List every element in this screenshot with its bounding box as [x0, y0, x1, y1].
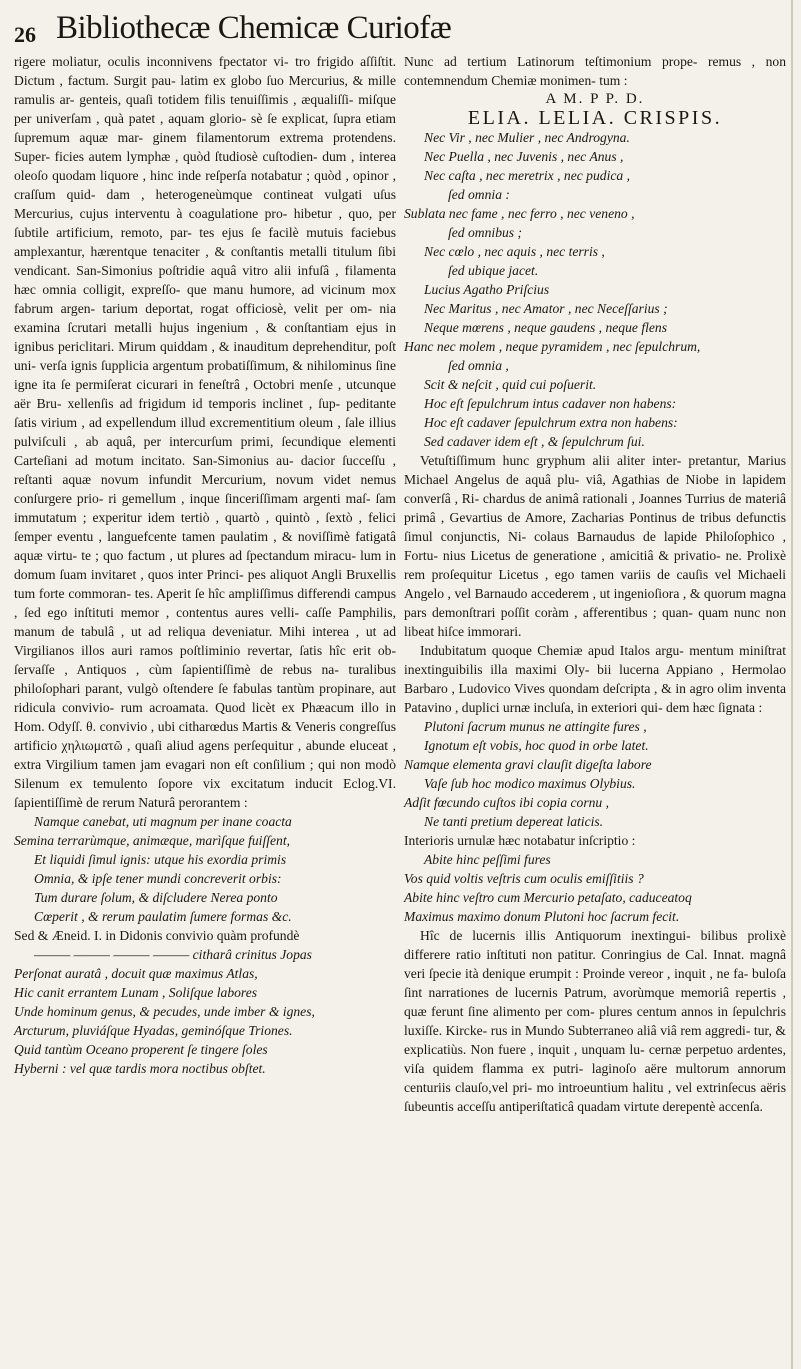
aeneid-verse [14, 945, 396, 1078]
verse-line: Vos quid voltis veſtris cum oculis emiſſitiis ? [404, 871, 644, 886]
verse-line: Tum durare ſolum, & diſcludere Nerea ponto [34, 890, 278, 905]
verse-line: Hoc eſt cadaver ſepulchrum extra non habens: [424, 415, 678, 430]
verse-line: Scit & neſcit , quid cui poſuerit. [424, 377, 597, 392]
verse-line: ——— ——— ——— ——— citharâ crinitus Jopas [34, 947, 312, 962]
verse-line: Nec Maritus , nec Amator , nec Neceſſarius ; [424, 301, 668, 316]
page-edge [791, 0, 793, 1369]
verse-line: Ne tanti pretium depereat laticis. [424, 814, 604, 829]
inscription-verse [404, 128, 786, 451]
verse-line: Adſit fœcundo cuſtos ibi copia cornu , [404, 795, 610, 810]
verse-line: Nec caſta , nec meretrix , nec pudica , [424, 168, 630, 183]
verse-line: Unde hominum genus, & pecudes, unde imber & ignes, [14, 1004, 315, 1019]
verse-line: Semina terrarùmque, animæque, marìſque fuiſſent, [14, 833, 291, 848]
verse-line: Hic canit errantem Lunam , Soliſque labores [14, 985, 258, 1000]
eclogue-verse [14, 812, 396, 926]
right-paragraph-4: Interioris urnulæ hæc notabatur inſcriptio : [404, 833, 636, 848]
left-column [14, 52, 396, 1078]
right-paragraph-3: Indubitatum quoque Chemiæ apud Italos argu- mentum miniſtrat inextinguibilis illa maximi Oly- bii lucerna Appiano , Hermolao Barbaro , Ludovico Vives quondam deſcripta , & in agro olim inventa Patavino , duplici urnæ incluſa, in exteriori qui- dem hæc ſignata : [404, 643, 786, 715]
verse-line: Hanc nec molem , neque pyramidem , nec ſepulchrum, [404, 339, 701, 354]
inner-urn-verse [404, 850, 786, 926]
verse-line: Sed cadaver idem eſt , & ſepulchrum ſui. [424, 434, 645, 449]
verse-line: Maximus maximo donum Plutoni hoc ſacrum fecit. [404, 909, 680, 924]
right-paragraph-1: Nunc ad tertium Latinorum teſtimonium prope- remus , non contemnendum Chemiæ monimen- tum : [404, 54, 786, 88]
verse-line: Nec Puella , nec Juvenis , nec Anus , [424, 149, 624, 164]
lamp-verse [404, 717, 786, 831]
running-title: Bibliothecæ Chemicæ Curiofæ [56, 10, 452, 46]
verse-line: Hoc eſt ſepulchrum intus cadaver non habens: [424, 396, 677, 411]
verse-line: Ignotum eſt vobis, hoc quod in orbe latet. [424, 738, 649, 753]
verse-line: Nec Vir , nec Mulier , nec Androgyna. [424, 130, 630, 145]
verse-line: Vaſe ſub hoc modico maximus Olybius. [424, 776, 636, 791]
right-paragraph-5: Hîc de lucernis illis Antiquorum inextingui- bilibus prolixè differere ratio inſtituti non patitur. Conringius de Cal. Innat. magnâ veri ſpecie ità denique erumpit : Proinde vereor , inquit , ne fa- buloſa ſint narrationes de lucernis Patrum, avorùmque memoriâ repertis , quæ ferunt ſine alimento per com- plures centum annos in ſepulchris luxiſſe. Kircke- rus in Mundo Subterraneo aliâ viâ rem aggredi- tur, & explicatiùs. Non fuere , inquit , unquam lu- cernæ perpetuo ardentes, viſa quidem flamma ex putri- laginoſo aëre multorum annorum centuriis clauſo,vel pri- mo introeuntium halitu , vel extrinſecus aëris ſubeuntis acceſſu antiperiſtaticâ quadam virtute derepentè accenſa. [404, 928, 786, 1114]
verse-line: Perſonat auratâ , docuit quæ maximus Atlas, [14, 966, 258, 981]
verse-line: Quid tantùm Oceano properent ſe tingere ſoles [14, 1042, 268, 1057]
page-number: 26 [14, 22, 36, 47]
verse-line: Arcturum, pluviáſque Hyadas, geminóſque Triones. [14, 1023, 293, 1038]
verse-line: Abite hinc veſtro cum Mercurio petaſato, caduceatoq [404, 890, 692, 905]
inscription-title: ELIA. LELIA. CRISPIS. [467, 107, 723, 129]
verse-line: Abite hinc peſſimi fures [424, 852, 551, 867]
verse-line: Lucius Agatho Priſcius [424, 282, 550, 297]
left-paragraph-1: rigere moliatur, oculis inconnivens fpectator vi- tro frigido aſſiſtit. Dictum , factum. Surgit pau- latim ex globo ſuo Mercurius, & mille ramulis ar- genteis, quaſi totidem filis tenuiſſimis , æqualiſſi- miſque per univerſam , quà patet , aquam glorio- sè ſe explicat, ſupra etiam ſupremum aquæ mar- ginem filamentorum extrema protendens. Super- ficies autem lymphæ , quòd ſtudiosè cuſtodien- dum , interea oleoſo quodam liquore , hinc inde reſperſa notabatur ; quòd , opinor , craſſum quid- dam , heterogeneùmque contineat vulgati uſus Mercurius, cujus interventu à coagulatione pro- hibetur , quo, per ſubtile artificium, remoto, par- tes ejus ſe facilè mutuis faciebus amplexantur, hærentque tenaciter , & conſtantis metalli titulum ſibi vendicant. San-Simonius poſtridie aquâ vitro alii infuſâ , filamenta hæc omnia colligit, expreſſo- que manu humore, ad vicinum mox fabrum argen- tarium deportat, rogat officiosè, velit per om- nia examina ſcrutari metalli hujus ingenium , & conſtantiam ejus in ignibus periclitari. Mirum quiddam , & inauditum deprehenditur, poſt uni- verſa ignis ſupplicia argentum probatiſſimum, & nihilominus ſine igne ita ſe permiſerat cicurari in feneſtrâ , Octobri menſe , utcunque aër Bru- xellenſis ad frigidum id temporis inclinet , ſup- peditante ſatis virium , ad expellendum illud excrementitium oleum , ſale illius pulviſculi , ab aquâ, per intercurſum primi, ſecundique elementi Carteſiani ad motum incitato. San-Simonius au- dacior ſucceſſu , reſtanti aquæ novum infundit Mercurium, novum videt nemus conſurgere prio- ri gemellum , inque ſinceriſſimam argenti maſ- ſam immutatum ; experitur idem tertiò , quartò , quintò , ſextò , felici ſemper eventu , languefcente tamen paulatim , & noviſſimè fatigatâ aquæ virtu- te ; quo factum , ut plures ad ſpectandum miracu- lum in domum ſuam invitaret , quos inter Princi- pes aliquot Angli Bruxellis tum forte commoran- tes. Aperit ſe hîc ampliſſimus differendi campus , ſed ego inſtituti memor , contentus aures velli- caſſe Pamphilis, manum de tabulâ , ut ad reliqua deveniatur. Mihi interea , ut ad Virgilianos illos auri ramos poſtliminio revertar, ſatis hîc erit ob- ſervaſſe , Antiquos , cùm ſapientiſſimè de rebus na- turalibus philoſophari parant, vulgò oſtendere ſe fabulas tantùm propinare, aut ridicula convivio- rum acroamata. Quod licèt ex Phæacum illo in Hom. Odyſſ. θ. convivio , ubi citharœdus Martis & Veneris congreſſus artificio χηλιωματῶ , quaſi aliud agens perſequitur , abunde eluceat , extra Virgilium tamen jam evagari non eſt conſilium ; qui non modò Silenum ex temulento ſopore vix excitatum inducit Eclog.VI. ſapientiſſimè de rerum Naturâ perorantem : [14, 54, 396, 810]
verse-line: Nec cœlo , nec aquis , nec terris , [424, 244, 605, 259]
right-column [404, 52, 786, 1116]
left-paragraph-2: Sed & Æneid. I. in Didonis convivio quàm profundè [14, 928, 300, 943]
inscription-sigla: A M. P P. D. [545, 91, 645, 107]
page-header [14, 4, 774, 48]
verse-line: Cœperit , & rerum paulatim ſumere formas &c. [34, 909, 292, 924]
verse-line: Namque canebat, uti magnum per inane coacta [34, 814, 292, 829]
verse-line: Et liquidi ſimul ignis: utque his exordia primis [34, 852, 287, 867]
verse-line: ſed omnia , [448, 358, 509, 373]
right-paragraph-2: Vetuſtiſſimum hunc gryphum alii aliter inter- pretantur, Marius Michael Angelus de aquâ plu- viâ, Agathias de Niobe in lapidem converſâ , Ri- chardus de animâ rationali , Joannes Turrius de materiâ primâ , Gevartius de Amore, Zacharias Pontinus de tribus defunctis ſimul conjunctis, Ni- colaus Barnaudus de lapide Philoſophico , Fortu- nius Licetus de generatione , amicitiâ & privatio- ne. Prolixè rem proſequitur Licetus , ego tamen variis de cauſis vel Michaeli Angelo , vel Barnaudo accederem , ut ingenioſiora , & quorum magna pars demonſtrari poſſit coràm , afferentibus ; quan- quam nunc non libeat hiſce immorari. [404, 453, 786, 639]
verse-line: Plutoni ſacrum munus ne attingite fures , [424, 719, 647, 734]
verse-line: Hyberni : vel quæ tardis mora noctibus obſtet. [14, 1061, 266, 1076]
verse-line: ſed omnia : [448, 187, 510, 202]
verse-line: ſed ubique jacet. [448, 263, 539, 278]
verse-line: Sublata nec fame , nec ferro , nec veneno , [404, 206, 635, 221]
verse-line: ſed omnibus ; [448, 225, 523, 240]
verse-line: Omnia, & ipſe tener mundi concreverit orbis: [34, 871, 282, 886]
verse-line: Namque elementa gravi clauſit digeſta labore [404, 757, 652, 772]
verse-line: Neque mœrens , neque gaudens , neque flens [424, 320, 668, 335]
